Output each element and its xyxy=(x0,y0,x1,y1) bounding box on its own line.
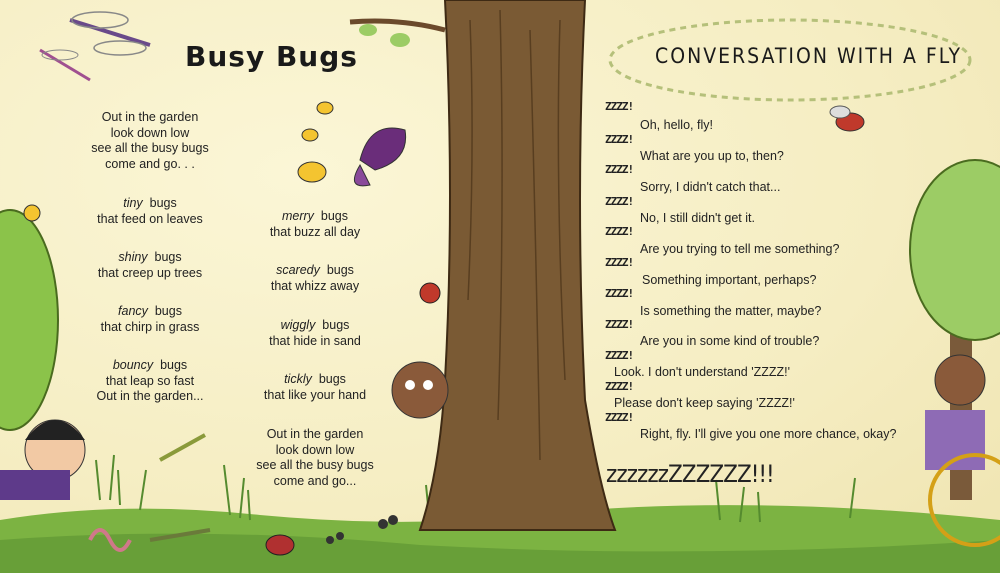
bee-icon xyxy=(298,162,326,182)
dialogue-line: No, I still didn't get it. xyxy=(640,211,755,225)
poem-noun: bugs xyxy=(326,263,354,277)
buzz-label: ZZZZ! xyxy=(605,349,634,362)
poem-title: Busy Bugs xyxy=(185,40,358,73)
buzz-label: ZZZZ! xyxy=(605,100,634,113)
girl-behind-tree-figure xyxy=(392,362,448,418)
bee-icon xyxy=(302,129,318,141)
poem-noun: bugs xyxy=(322,318,350,332)
poem-noun: bugs xyxy=(318,372,346,386)
poem-line: see all the busy bugs xyxy=(91,141,209,155)
buzz-label: ZZZZ! xyxy=(605,225,634,238)
dragonfly-icon xyxy=(40,50,90,80)
poem-line: look down low xyxy=(275,442,355,457)
beetle-icon xyxy=(266,535,294,555)
poem-adjective: tiny xyxy=(123,196,143,210)
poem-line: Out in the garden... xyxy=(96,389,204,403)
poem-line: come and go. . . xyxy=(105,156,195,171)
right-tree-foliage xyxy=(910,160,1000,340)
poem-noun: bugs xyxy=(320,209,348,223)
poem-adjective: wiggly xyxy=(280,318,316,332)
poem-outro xyxy=(245,427,385,489)
dialogue-line: Look. I don't understand 'ZZZZ!' xyxy=(614,365,790,379)
poem-adjective: shiny xyxy=(118,250,148,264)
snail-icon xyxy=(24,205,40,221)
buzz-label: ZZZZ! xyxy=(605,380,634,393)
buzz-label: ZZZZ! xyxy=(605,318,634,331)
poem-line: that leap so fast xyxy=(105,373,195,388)
poem-intro xyxy=(90,110,210,172)
buzz-label: ZZZZ! xyxy=(605,256,634,269)
poem-adjective: merry xyxy=(281,209,314,223)
dialogue-line: Something important, perhaps? xyxy=(642,273,817,287)
buzz-label: ZZZZ! xyxy=(605,195,634,208)
poem-line: look down low xyxy=(110,125,190,140)
poem-stanza xyxy=(70,196,230,227)
poem-line: that creep up trees xyxy=(97,265,203,280)
poem-adjective: bouncy xyxy=(112,358,154,372)
leaf xyxy=(359,24,377,36)
poem-adjective: tickly xyxy=(284,372,312,386)
buzz-label: ZZZZ! xyxy=(605,287,634,300)
butterfly-icon xyxy=(354,128,405,186)
dialogue-line: Are you in some kind of trouble? xyxy=(640,334,820,348)
poem-noun: bugs xyxy=(149,196,177,210)
poem-line: come and go... xyxy=(273,473,357,488)
dialogue-line: Sorry, I didn't catch that... xyxy=(640,180,781,194)
poem-noun: bugs xyxy=(154,250,182,264)
buzz-label: ZZZZ! xyxy=(605,163,634,176)
leaf xyxy=(390,33,410,47)
left-bush xyxy=(0,210,58,430)
poem-line: that whizz away xyxy=(270,278,360,293)
poem-stanza xyxy=(70,250,230,281)
dialogue-line: Right, fly. I'll give you one more chance, okay? xyxy=(640,427,897,441)
boy-figure xyxy=(0,420,85,500)
final-buzz: zzzzzzZZZZZZ!!! xyxy=(606,460,774,488)
fly-icon xyxy=(830,106,864,131)
dialogue-line: Please don't keep saying 'ZZZZ!' xyxy=(614,396,795,410)
poem-adjective: fancy xyxy=(118,304,148,318)
poem-stanza xyxy=(235,209,395,240)
poem-line: see all the busy bugs xyxy=(256,458,374,472)
poem-stanza xyxy=(235,318,395,349)
poem-line: that like your hand xyxy=(263,387,367,402)
buzz-label: ZZZZ! xyxy=(605,133,634,146)
grasshopper-icon xyxy=(160,435,205,460)
poem-line: that feed on leaves xyxy=(97,211,203,226)
ladybird-icon xyxy=(420,283,440,303)
dialogue-line: Is something the matter, maybe? xyxy=(640,304,822,318)
bee-icon xyxy=(317,102,333,114)
poem-noun: bugs xyxy=(154,304,182,318)
conversation-title: CONVERSATION WITH A FLY xyxy=(655,44,963,68)
poem-line: that buzz all day xyxy=(269,224,361,239)
poem-line: Out in the garden xyxy=(101,110,199,124)
tree-trunk xyxy=(420,0,615,530)
dialogue-line: What are you up to, then? xyxy=(640,149,784,163)
poem-line: Out in the garden xyxy=(266,427,364,441)
poem-noun: bugs xyxy=(160,358,188,372)
poem-stanza xyxy=(235,263,395,294)
dragonfly-icon xyxy=(70,12,150,55)
poem-line: that chirp in grass xyxy=(100,319,200,334)
poem-line: that hide in sand xyxy=(269,333,361,348)
dialogue-line: Oh, hello, fly! xyxy=(640,118,713,132)
buzz-label: ZZZZ! xyxy=(605,411,634,424)
poem-stanza xyxy=(70,358,230,405)
dialogue-line: Are you trying to tell me something? xyxy=(640,242,840,256)
poem-stanza xyxy=(235,372,395,403)
poem-stanza xyxy=(70,304,230,335)
poem-adjective: scaredy xyxy=(276,263,320,277)
